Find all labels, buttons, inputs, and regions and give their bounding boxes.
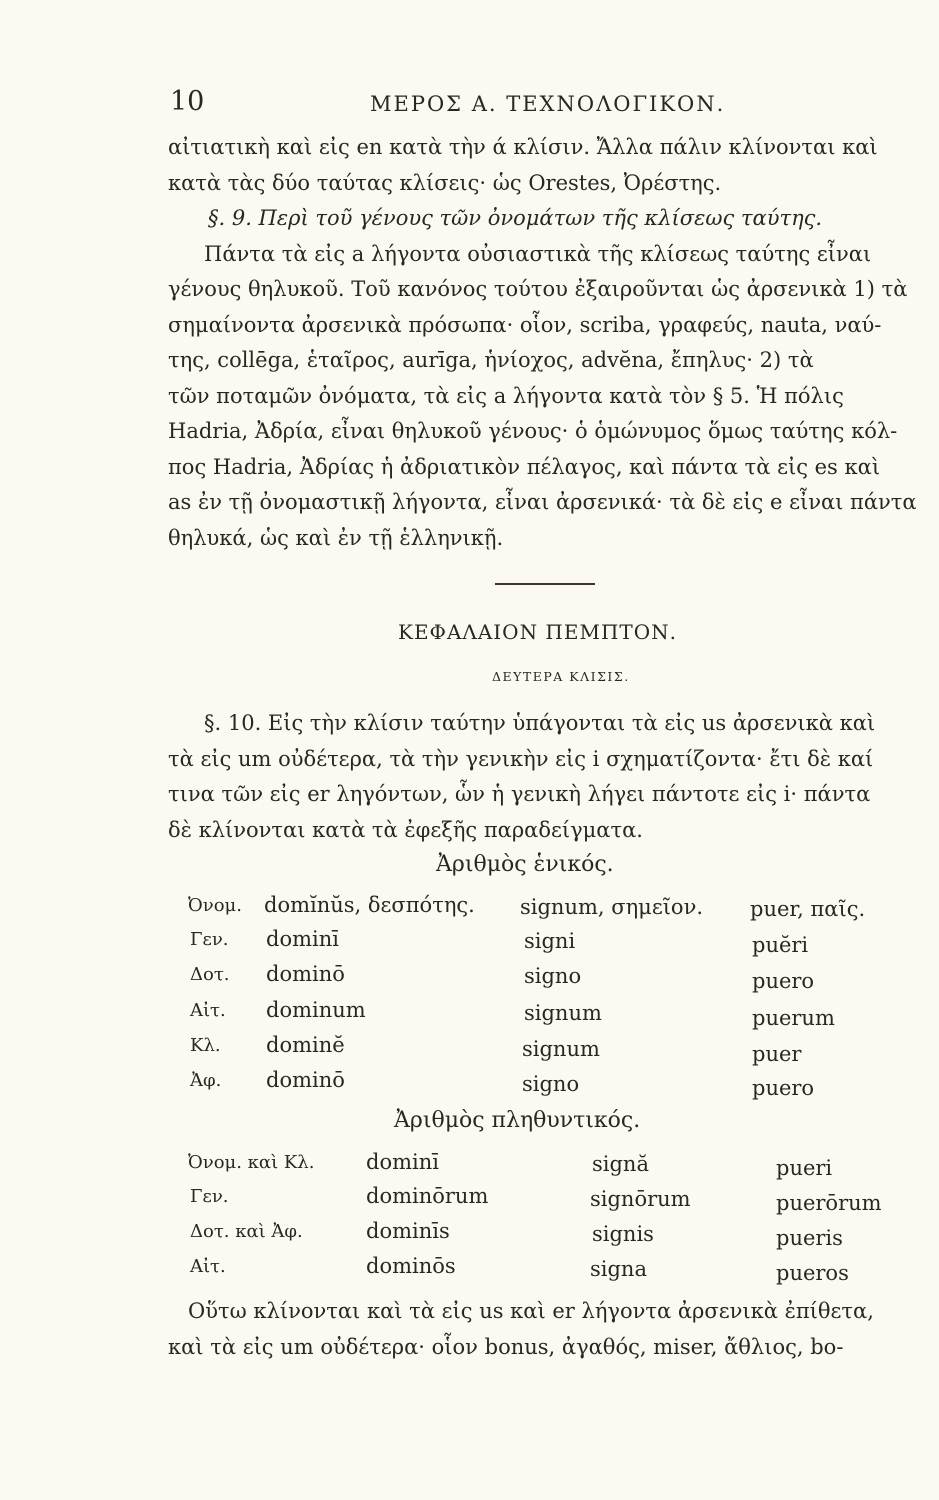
signum-form: signa xyxy=(590,1257,647,1281)
text-line: δὲ κλίνονται κατὰ τὰ ἐφεξῆς παραδείγματα. xyxy=(168,817,643,842)
dominus-form: dominum xyxy=(266,998,366,1022)
signum-form: signo xyxy=(522,1072,580,1096)
text-line: καὶ τὰ εἰς um οὐδέτερα· οἷον bonus, ἀγαθός, miser, ἄθλιος, bo- xyxy=(168,1334,844,1359)
signum-form: signum xyxy=(524,1001,602,1025)
running-head: ΜΕΡΟΣ Α. ΤΕΧΝΟΛΟΓΙΚΟΝ. xyxy=(370,92,726,116)
text-line: σημαίνοντα ἀρσενικὰ πρόσωπα· οἷον, scriba, γραφεύς, nauta, ναύ- xyxy=(168,312,882,337)
puer-form: puero xyxy=(752,969,815,993)
signum-form: signum xyxy=(522,1037,600,1061)
case-label: Ὀνομ. καὶ Κλ. xyxy=(188,1152,315,1173)
dominus-form: domĭnŭs, δεσπότης. xyxy=(264,893,475,917)
closing-paragraph xyxy=(168,1294,934,1365)
singular-heading: Ἀριθμὸς ἑνικός. xyxy=(436,852,614,877)
dominus-form: dominō xyxy=(266,962,345,986)
text-line: Πάντα τὰ εἰς a λήγοντα οὐσιαστικὰ τῆς κλίσεως ταύτης εἶναι xyxy=(204,241,872,266)
text-line: τινα τῶν εἰς er ληγόντων, ὧν ἡ γενικὴ λήγει πάντοτε εἰς i· πάντα xyxy=(168,782,871,806)
puer-form: puerōrum xyxy=(776,1191,882,1215)
plural-heading: Ἀριθμὸς πληθυντικός. xyxy=(394,1108,641,1133)
dominus-form: dominĕ xyxy=(266,1033,345,1057)
paragraph-section-10 xyxy=(168,706,934,848)
signum-form: signis xyxy=(592,1222,654,1246)
page-number: 10 xyxy=(170,86,205,117)
text-line: τῶν ποταμῶν ὀνόματα, τὰ εἰς a λήγοντα κατὰ τὸν § 5. Ἡ πόλις xyxy=(168,383,844,408)
dominus-form: dominōrum xyxy=(366,1184,489,1208)
dominus-form: dominī xyxy=(366,1150,439,1174)
text-line: as ἐν τῇ ὀνομαστικῇ λήγοντα, εἶναι ἀρσενικά· τὰ δὲ εἰς e εἶναι πάντα xyxy=(168,490,917,514)
puer-form: puĕri xyxy=(752,933,809,957)
puer-form: puero xyxy=(752,1076,815,1100)
case-label: Ἀφ. xyxy=(190,1070,222,1091)
dominus-form: dominī xyxy=(266,927,339,951)
divider-rule xyxy=(495,583,595,585)
case-label: Κλ. xyxy=(190,1035,221,1056)
case-label: Γεν. xyxy=(190,1186,229,1207)
signum-form: signă xyxy=(592,1152,649,1176)
case-label: Αἰτ. xyxy=(190,1256,226,1277)
chapter-subtitle: ΔΕΥΤΕΡΑ ΚΛΙΣΙΣ. xyxy=(492,669,630,684)
paragraph-section-9 xyxy=(168,130,934,556)
text-line: της, collēga, ἑταῖρος, aurīga, ἡνίοχος, advĕna, ἔπηλυς· 2) τὰ xyxy=(168,348,814,372)
case-label: Αἰτ. xyxy=(190,1000,226,1021)
puer-form: puer, παῖς. xyxy=(750,897,866,921)
signum-form: signo xyxy=(524,964,582,988)
chapter-title: ΚΕΦΑΛΑΙΟΝ ΠΕΜΠΤΟΝ. xyxy=(398,620,677,644)
text-line: αἰτιατικὴ καὶ εἰς en κατὰ τὴν ά κλίσιν. Ἄλλα πάλιν κλίνονται καὶ xyxy=(168,135,878,159)
puer-form: pueris xyxy=(776,1226,843,1250)
case-label: Γεν. xyxy=(190,929,229,950)
text-line: §. 10. Εἰς τὴν κλίσιν ταύτην ὑπάγονται τὰ εἰς us ἀρσενικὰ καὶ xyxy=(204,711,876,735)
text-line: θηλυκά, ὡς καὶ ἐν τῇ ἑλληνικῇ. xyxy=(168,525,504,550)
signum-form: signōrum xyxy=(590,1187,691,1211)
puer-form: puerum xyxy=(752,1006,835,1030)
dominus-form: dominīs xyxy=(366,1219,450,1243)
text-line: τὰ εἰς um οὐδέτερα, τὰ τὴν γενικὴν εἰς i σχηματίζοντα· ἔτι δὲ καί xyxy=(168,746,874,771)
dominus-form: dominō xyxy=(266,1068,345,1092)
dominus-form: dominōs xyxy=(366,1254,456,1278)
text-line: κατὰ τὰς δύο ταύτας κλίσεις· ὡς Orestes, Ὀρέστης. xyxy=(168,170,722,195)
signum-form: signi xyxy=(524,929,576,953)
puer-form: puer xyxy=(752,1042,802,1066)
text-line: Hadria, Ἀδρία, εἶναι θηλυκοῦ γένους· ὁ ὁμώνυμος ὅμως ταύτης κόλ- xyxy=(168,419,898,443)
case-label: Ὀνομ. xyxy=(188,895,242,916)
page-header xyxy=(170,86,930,126)
case-label: Δοτ. καὶ Ἀφ. xyxy=(190,1221,303,1242)
signum-form: signum, σημεῖον. xyxy=(520,895,704,919)
case-label: Δοτ. xyxy=(190,964,230,985)
text-line: γένους θηλυκοῦ. Τοῦ κανόνος τούτου ἐξαιροῦνται ὡς ἀρσενικὰ 1) τὰ xyxy=(168,277,908,301)
text-line: πος Hadria, Ἀδρίας ἡ ἀδριατικὸν πέλαγος, καὶ πάντα τὰ εἰς es καὶ xyxy=(168,454,881,479)
text-line: Οὕτω κλίνονται καὶ τὰ εἰς us καὶ er λήγοντα ἀρσενικὰ ἐπίθετα, xyxy=(188,1299,874,1323)
section-heading-9: §. 9. Περὶ τοῦ γένους τῶν ὀνομάτων τῆς κλίσεως ταύτης. xyxy=(208,206,823,230)
puer-form: pueros xyxy=(776,1261,849,1285)
puer-form: pueri xyxy=(776,1156,833,1180)
